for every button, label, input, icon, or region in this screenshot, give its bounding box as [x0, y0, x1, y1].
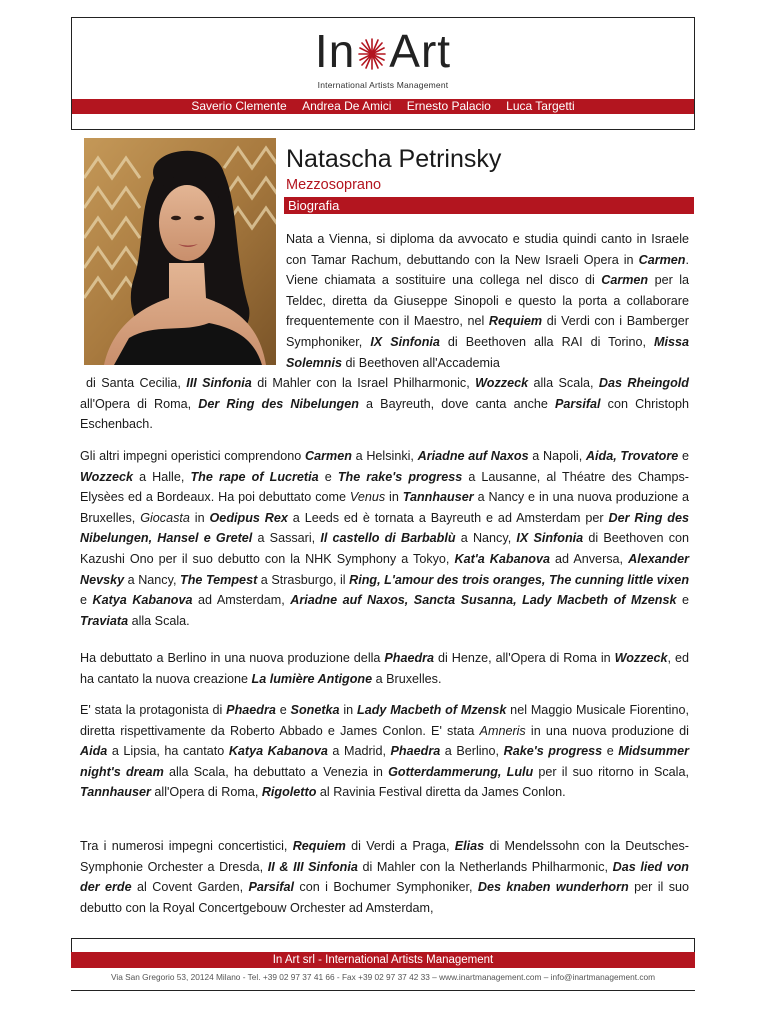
work-title: La lumière Antigone [251, 671, 373, 686]
logo-text-right: Art [389, 25, 452, 77]
logo-text-left: In [314, 25, 356, 77]
footer-bottom-line [71, 990, 695, 991]
artist-link[interactable]: Andrea De Amici [302, 99, 392, 113]
work-title: Elias [454, 839, 485, 853]
work-title: II & III Sinfonia [267, 859, 358, 874]
text-run: ad Amsterdam, [192, 593, 291, 608]
work-title: Katya Kabanova [228, 744, 328, 759]
text-run: alla Scala, [528, 376, 599, 390]
text-run: e [602, 744, 619, 759]
work-title: Das lied von der erde [80, 859, 690, 895]
logo-subtitle: International Artists Management [317, 79, 449, 90]
text-run: all'Opera di Roma, [80, 396, 199, 411]
text-run: con Christoph Eschenbach. [80, 396, 689, 432]
text-run: di Mahler con la Netherlands Philharmonic, [357, 859, 613, 874]
text-run: di Mahler con la Israel Philharmonic, [251, 376, 476, 390]
artist-role: Mezzosoprano [286, 177, 382, 193]
text-run: per la Teldec, diretta da Giuseppe Sinopoli e questo la porta a collaborare frequentemente con il Maestro, nel [286, 273, 689, 329]
text-run: in una nuova produzione di [525, 723, 689, 738]
text-run: e [80, 593, 93, 608]
text-run: a Bayreuth, dove canta anche [358, 396, 556, 411]
work-title: Katya Kabanova [92, 593, 193, 608]
work-title: Das Rheingold [598, 376, 689, 390]
text-run: E' stata la protagonista di [80, 703, 227, 717]
work-title: Requiem [292, 839, 346, 853]
work-title: Ariadne auf Naxos [417, 449, 529, 463]
artists-bar [72, 99, 694, 114]
text-run: a Nancy, [455, 531, 517, 546]
work-title: Il castello di Barbablù [320, 531, 456, 546]
text-run: a Strasburgo, il [257, 572, 350, 587]
work-title: Alexander Nevsky [80, 551, 689, 587]
text-run: con i Bochumer Symphoniker, [294, 880, 478, 895]
work-title: Lady Macbeth of Mzensk [357, 703, 507, 717]
text-run: a Napoli, [528, 449, 586, 463]
work-title: IX Sinfonia [516, 531, 584, 546]
text-run: di Henze, all'Opera di Roma in [434, 651, 615, 665]
work-title: Ring, L'amour des trois oranges, The cunning little vixen [349, 572, 690, 587]
text-run: a Bruxelles. [372, 671, 442, 686]
work-title: Tannhauser [80, 785, 151, 800]
text-run: e [275, 703, 291, 717]
section-heading: Biografia [284, 197, 694, 214]
work-title: The rake's progress [337, 469, 463, 484]
footer-divider [71, 938, 695, 939]
bio-paragraph [80, 446, 689, 631]
work-title: Traviata [80, 613, 129, 628]
work-title: Parsifal [555, 396, 601, 411]
bio-paragraph [80, 648, 689, 689]
text-run: a Lausanne, al Théatre des Champs-Elysèes ed a Bordeaux. Ha poi debuttato come [80, 469, 689, 505]
work-title: Wozzeck [80, 469, 133, 484]
text-run: a Madrid, [327, 744, 391, 759]
text-run: di Beethoven all'Accademia [342, 355, 500, 370]
text-run: a Halle, [132, 469, 191, 484]
work-title: Midsummer night's dream [80, 744, 689, 779]
text-run: a Lipsia, ha cantato [107, 744, 229, 759]
work-title: Phaedra [390, 744, 441, 759]
work-title: Phaedra [384, 651, 435, 665]
bio-paragraph [80, 373, 689, 435]
text-run: . Viene chiamata a sostituire una collega nel disco di [286, 252, 689, 288]
text-run: a Berlino, [440, 744, 504, 759]
text-run: , ed ha cantato la nuova creazione [80, 651, 689, 686]
work-title: Gotterdammerung, Lulu [388, 764, 534, 779]
text-run: all'Opera di Roma, [150, 785, 262, 800]
text-run: Tra i numerosi impegni concertistici, [80, 839, 293, 853]
work-title: Tannhauser [402, 490, 474, 505]
artist-link[interactable]: Luca Targetti [506, 99, 575, 113]
text-run: di Verdi con i Bamberger Symphoniker, [286, 314, 689, 349]
work-title: Wozzeck [475, 376, 529, 390]
text-run: al Ravinia Festival diretta da James Conlon. [316, 785, 566, 800]
work-title: Missa Solemnis [286, 334, 689, 370]
work-title: Sonetka [290, 703, 340, 717]
text-run: Nata a Vienna, si diploma da avvocato e studia quindi canto in Israele con Tamar Rachum, debuttando con la New Israeli Opera in [286, 232, 689, 267]
text-run: e [318, 469, 338, 484]
bio-paragraph [80, 836, 689, 918]
text-run: nel Maggio Musicale Fiorentino, diretta rispettivamente da Roberto Abbado e James Conlon. E' stata [80, 703, 689, 738]
text-run: a Nancy, [124, 572, 181, 587]
work-title: The rape of Lucretia [190, 469, 319, 484]
text-run: e [678, 449, 689, 463]
work-title: Ariadne auf Naxos, Sancta Susanna, Lady Macbeth of Mzensk [290, 593, 677, 608]
bio-paragraph [286, 229, 689, 373]
text-run: di Santa Cecilia, [86, 376, 187, 390]
text-run: in [189, 510, 210, 525]
work-title: Aida, Trovatore [585, 449, 679, 463]
text-run: Gli altri impegni operistici comprendono [80, 449, 306, 463]
work-title: Carmen [638, 252, 686, 267]
company-logo [72, 25, 694, 90]
work-title: Des knaben wunderhorn [477, 880, 629, 895]
work-title: Carmen [601, 273, 649, 288]
star-icon [357, 32, 387, 78]
artist-photo [84, 138, 276, 365]
text-run: di Verdi a Praga, [345, 839, 455, 853]
text-run: a Helsinki, [351, 449, 418, 463]
work-title: Kat'a Kabanova [454, 551, 550, 566]
role-name: Giocasta [140, 510, 190, 525]
text-run: a Nancy e in una nuova produzione a Bruxelles, [80, 490, 689, 525]
work-title: The Tempest [180, 572, 258, 587]
artist-link[interactable]: Ernesto Palacio [406, 99, 491, 113]
work-title: Der Ring des Nibelungen, Hansel e Gretel [80, 510, 690, 546]
text-run: alla Scala. [128, 613, 190, 628]
footer-frame-left [71, 938, 72, 952]
text-run: per il suo ritorno in Scala, [533, 764, 689, 779]
text-run: a Leeds ed è tornata a Bayreuth e ad Amsterdam per [287, 510, 609, 525]
work-title: IX Sinfonia [370, 334, 440, 349]
work-title: Parsifal [248, 880, 295, 895]
text-run: in [339, 703, 358, 717]
role-name: Venus [349, 490, 386, 505]
text-run: ad Anversa, [549, 551, 629, 566]
text-run: di Beethoven con Kazushi Ono per il suo debutto con la NHK Symphony a Tokyo, [80, 531, 690, 566]
footer-company: In Art srl - International Artists Management [71, 952, 695, 968]
artist-link[interactable]: Saverio Clemente [191, 99, 287, 113]
letterhead-header [71, 17, 695, 130]
work-title: Requiem [488, 314, 543, 329]
bio-paragraph [80, 700, 689, 803]
text-run: in [385, 490, 403, 505]
text-run: a Sassari, [252, 531, 321, 546]
text-run: di Beethoven alla RAI di Torino, [439, 334, 654, 349]
footer-frame-right [694, 938, 695, 952]
text-run: Ha debuttato a Berlino in una nuova produzione della [80, 651, 385, 665]
work-title: Rake's progress [503, 744, 603, 759]
text-run: e [676, 593, 689, 608]
artist-name: Natascha Petrinsky [286, 145, 502, 173]
text-run: di Mendelssohn con la Deutsches-Symphonie Orchester a Dresda, [80, 839, 689, 874]
work-title: Aida [80, 744, 108, 759]
work-title: Phaedra [226, 703, 276, 717]
footer-address[interactable]: Via San Gregorio 53, 20124 Milano - Tel. +39 02 97 37 41 66 - Fax +39 02 97 37 42 33 – www.inartmanagement.com – info@inartmanagement.com [110, 972, 656, 982]
role-name: Amneris [479, 723, 526, 738]
work-title: Der Ring des Nibelungen [198, 396, 359, 411]
work-title: III Sinfonia [186, 376, 252, 390]
work-title: Oedipus Rex [209, 510, 288, 525]
text-run: alla Scala, ha debuttato a Venezia in [163, 764, 389, 779]
text-run: al Covent Garden, [131, 880, 249, 895]
work-title: Rigoletto [261, 785, 317, 800]
work-title: Carmen [305, 449, 352, 463]
text-run: per il suo debutto con la Royal Concertgebouw Orchester ad Amsterdam, [80, 880, 690, 915]
work-title: Wozzeck [614, 651, 668, 665]
